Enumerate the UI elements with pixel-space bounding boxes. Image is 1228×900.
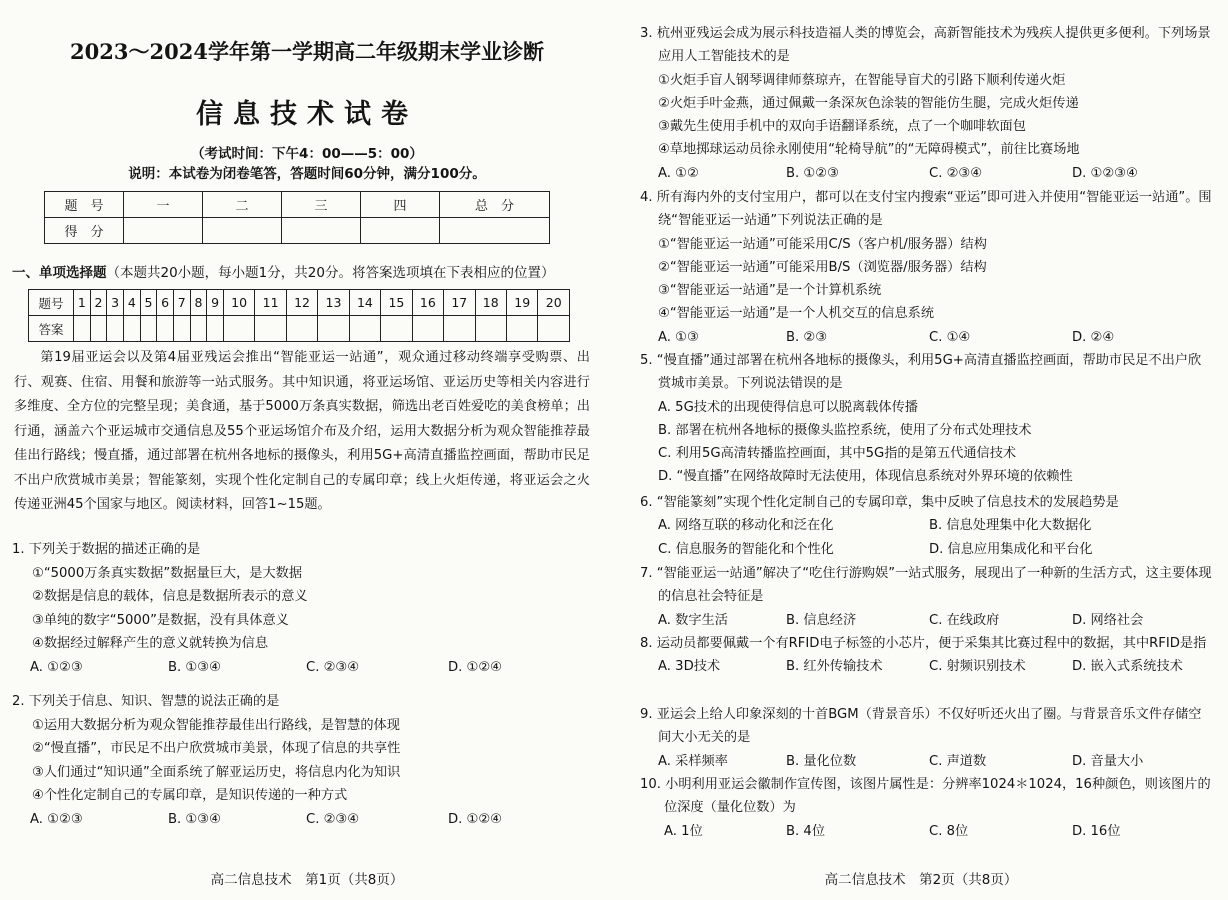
option-a[interactable]: A. ①② bbox=[658, 165, 699, 181]
question-1 bbox=[12, 538, 602, 679]
option-c[interactable]: C. 8位 bbox=[929, 823, 969, 839]
question-item: ①火炬手盲人钢琴调律师蔡琼卉，在智能导盲犬的引路下顺利传递火炬 bbox=[658, 72, 1066, 88]
answer-blank-cell[interactable] bbox=[173, 316, 190, 342]
question-stem: 6. “智能篆刻”实现个性化定制自己的专属印章，集中反映了信息技术的发展趋势是 bbox=[640, 495, 1119, 510]
question-9 bbox=[640, 703, 1214, 773]
question-item: ③单纯的数字“5000”是数据，没有具体意义 bbox=[32, 612, 289, 628]
right-page bbox=[614, 0, 1228, 900]
option-b[interactable]: B. 量化位数 bbox=[786, 753, 857, 769]
question-3 bbox=[640, 22, 1214, 185]
option-d[interactable]: D. 16位 bbox=[1072, 823, 1121, 839]
answer-number-cell: 5 bbox=[140, 290, 157, 316]
question-options bbox=[640, 514, 1214, 537]
score-blank-cell[interactable] bbox=[124, 218, 203, 244]
option-a[interactable]: A. 网络互联的移动化和泛在化 bbox=[658, 518, 834, 534]
exam-header-title: 2023～2024学年第一学期高二年级期末学业诊断 bbox=[70, 39, 544, 64]
answer-number-cell: 4 bbox=[123, 290, 140, 316]
option-b[interactable]: B. 信息处理集中化大数据化 bbox=[929, 518, 1092, 534]
option-c[interactable]: C. 在线政府 bbox=[929, 612, 1000, 628]
section-heading-rest: （本题共20小题，每小题1分，共20分。将答案选项填在下表相应的位置） bbox=[106, 265, 555, 281]
answer-blank-cell[interactable] bbox=[286, 316, 317, 342]
question-5 bbox=[640, 349, 1214, 489]
score-table bbox=[44, 191, 550, 244]
answer-blank-cell[interactable] bbox=[123, 316, 140, 342]
question-stem: 5. “慢直播”通过部署在杭州各地标的摄像头，利用5G+高清直播监控画面，帮助市民足不出户欣赏城市美景。下列说法错误的是 bbox=[640, 353, 1202, 392]
answer-number-cell: 6 bbox=[157, 290, 174, 316]
option-c[interactable]: C. ②③④ bbox=[306, 659, 360, 675]
answer-blank-cell[interactable] bbox=[381, 316, 412, 342]
option-a[interactable]: A. 3D技术 bbox=[658, 659, 721, 675]
score-blank-cell[interactable] bbox=[282, 218, 361, 244]
score-blank-cell[interactable] bbox=[440, 218, 550, 244]
answer-blank-cell[interactable] bbox=[318, 316, 349, 342]
score-table-cell: 总 分 bbox=[440, 192, 550, 218]
section-heading bbox=[12, 261, 554, 281]
question-stem: 3. 杭州亚残运会成为展示科技造福人类的博览会，高新智能技术为残疾人提供更多便利。下列场景应用人工智能技术的是 bbox=[640, 26, 1211, 65]
option-c[interactable]: C. 声道数 bbox=[929, 753, 987, 769]
question-item: ②数据是信息的载体，信息是数据所表示的意义 bbox=[32, 589, 308, 604]
answer-blank-cell[interactable] bbox=[475, 316, 506, 342]
answer-number-cell: 1 bbox=[74, 290, 91, 316]
answer-number-cell: 12 bbox=[286, 290, 317, 316]
question-stem: 4. 所有海内外的支付宝用户，都可以在支付宝内搜索“亚运”即可进入并使用“智能亚运一站通”。围绕“智能亚运一站通”下列说法正确的是 bbox=[640, 190, 1212, 229]
question-options bbox=[12, 656, 602, 680]
answer-blank-cell[interactable] bbox=[444, 316, 475, 342]
question-options bbox=[640, 750, 1214, 773]
answer-blank-cell[interactable] bbox=[90, 316, 107, 342]
question-stem: 1. 下列关于数据的描述正确的是 bbox=[12, 542, 201, 557]
question-item: ③人们通过“知识通”全面系统了解亚运历史，将信息内化为知识 bbox=[32, 764, 401, 780]
option-c[interactable]: C. ②③④ bbox=[929, 165, 983, 181]
option-a[interactable]: A. 5G技术的出现使得信息可以脱离载体传播 bbox=[658, 399, 918, 415]
option-a[interactable]: A. ①③ bbox=[658, 329, 699, 345]
option-a[interactable]: A. 数字生活 bbox=[658, 612, 728, 628]
answer-table bbox=[28, 289, 570, 342]
option-d[interactable]: D. 信息应用集成化和平台化 bbox=[929, 541, 1093, 557]
option-a[interactable]: A. ①②③ bbox=[30, 659, 83, 675]
answer-number-cell: 9 bbox=[207, 290, 224, 316]
answer-number-cell: 15 bbox=[381, 290, 412, 316]
option-d[interactable]: D. 网络社会 bbox=[1072, 612, 1144, 628]
option-d[interactable]: D. ②④ bbox=[1072, 329, 1115, 345]
question-item: ④个性化定制自己的专属印章，是知识传递的一种方式 bbox=[32, 788, 348, 803]
score-table-score-row bbox=[45, 218, 550, 244]
question-options bbox=[640, 609, 1214, 632]
answer-table-number-row bbox=[29, 290, 570, 316]
answer-table-label: 题号 bbox=[29, 290, 74, 316]
score-table-cell: 题 号 bbox=[45, 192, 124, 218]
question-item: ③“智能亚运一站通”是一个计算机系统 bbox=[658, 283, 882, 299]
exam-instructions: 说明：本试卷为闭卷笔答，答题时间60分钟，满分100分。 bbox=[128, 166, 486, 182]
option-c[interactable]: C. 射频识别技术 bbox=[929, 659, 1026, 675]
question-stem: 2. 下列关于信息、知识、智慧的说法正确的是 bbox=[12, 694, 280, 709]
question-options bbox=[640, 820, 1214, 843]
score-table-cell: 得 分 bbox=[45, 218, 124, 244]
option-a[interactable]: A. 采样频率 bbox=[658, 753, 728, 769]
answer-blank-cell[interactable] bbox=[349, 316, 380, 342]
answer-blank-cell[interactable] bbox=[412, 316, 443, 342]
exam-time: （考试时间：下午4：00——5：00） bbox=[191, 146, 423, 162]
score-table-cell: 二 bbox=[203, 192, 282, 218]
option-b[interactable]: B. 4位 bbox=[786, 823, 826, 839]
option-b[interactable]: B. 部署在杭州各地标的摄像头监控系统，使用了分布式处理技术 bbox=[658, 422, 1032, 438]
score-table-header-row bbox=[45, 192, 550, 218]
question-item: ④“智能亚运一站通”是一个人机交互的信息系统 bbox=[658, 306, 935, 322]
score-blank-cell[interactable] bbox=[361, 218, 440, 244]
section-heading-bold: 一、单项选择题 bbox=[12, 265, 107, 281]
answer-number-cell: 18 bbox=[475, 290, 506, 316]
question-item: ②“智能亚运一站通”可能采用B/S（浏览器/服务器）结构 bbox=[658, 259, 987, 275]
option-b[interactable]: B. 信息经济 bbox=[786, 612, 857, 628]
answer-blank-cell[interactable] bbox=[506, 316, 537, 342]
answer-table-label: 答案 bbox=[29, 316, 74, 342]
answer-blank-cell[interactable] bbox=[107, 316, 124, 342]
answer-blank-cell[interactable] bbox=[255, 316, 286, 342]
answer-blank-cell[interactable] bbox=[207, 316, 224, 342]
option-d[interactable]: D. “慢直播”在网络故障时无法使用，体现信息系统对外界环境的依赖性 bbox=[658, 469, 1073, 485]
answer-number-cell: 19 bbox=[506, 290, 537, 316]
option-b[interactable]: B. ①③④ bbox=[168, 811, 221, 827]
answer-number-cell: 10 bbox=[223, 290, 254, 316]
question-4 bbox=[640, 186, 1214, 349]
answer-number-cell: 17 bbox=[444, 290, 475, 316]
question-stem: 10. 小明利用亚运会徽制作宣传图，该图片属性是：分辨率1024＊1024，16种颜色，则该图片的位深度（量化位数）为 bbox=[640, 777, 1211, 816]
answer-blank-cell[interactable] bbox=[74, 316, 91, 342]
option-a[interactable]: A. ①②③ bbox=[30, 811, 83, 827]
answer-blank-cell[interactable] bbox=[190, 316, 207, 342]
answer-blank-cell[interactable] bbox=[538, 316, 570, 342]
answer-number-cell: 14 bbox=[349, 290, 380, 316]
question-item: ①运用大数据分析为观众智能推荐最佳出行路线，是智慧的体现 bbox=[32, 717, 400, 733]
option-c[interactable]: C. ②③④ bbox=[306, 811, 360, 827]
question-2 bbox=[12, 690, 602, 831]
answer-blank-cell[interactable] bbox=[157, 316, 174, 342]
question-10 bbox=[640, 773, 1214, 843]
answer-number-cell: 7 bbox=[173, 290, 190, 316]
answer-table-answer-row bbox=[29, 316, 570, 342]
option-b[interactable]: B. ①③④ bbox=[168, 659, 221, 675]
option-d[interactable]: D. ①②③④ bbox=[1072, 165, 1138, 181]
option-d[interactable]: D. ①②④ bbox=[448, 811, 503, 827]
question-options bbox=[640, 655, 1214, 678]
question-options bbox=[640, 162, 1214, 185]
page-footer: 高二信息技术 第2页（共8页） bbox=[824, 872, 1018, 888]
question-item: ③戴先生使用手机中的双向手语翻译系统，点了一个咖啡软面包 bbox=[658, 119, 1026, 135]
score-table-cell: 四 bbox=[361, 192, 440, 218]
question-item: ④数据经过解释产生的意义就转换为信息 bbox=[32, 636, 269, 651]
answer-number-cell: 13 bbox=[318, 290, 349, 316]
answer-number-cell: 3 bbox=[107, 290, 124, 316]
option-c[interactable]: C. ①④ bbox=[929, 329, 971, 345]
question-stem: 7. “智能亚运一站通”解决了“吃住行游购娱”一站式服务，展现出了一种新的生活方式，这主要体现的信息社会特征是 bbox=[640, 566, 1212, 605]
exam-main-title: 信息技术试卷 bbox=[196, 99, 418, 130]
answer-number-cell: 20 bbox=[538, 290, 570, 316]
question-item: ②火炬手叶金燕，通过佩戴一条深灰色涂装的智能仿生腿，完成火炬传递 bbox=[658, 95, 1079, 111]
score-table-cell: 一 bbox=[124, 192, 203, 218]
answer-number-cell: 16 bbox=[412, 290, 443, 316]
option-c[interactable]: C. 信息服务的智能化和个性化 bbox=[658, 541, 834, 557]
question-options bbox=[640, 538, 1214, 561]
option-d[interactable]: D. 音量大小 bbox=[1072, 753, 1144, 769]
question-stem: 9. 亚运会上给人印象深刻的十首BGM（背景音乐）不仅好听还火出了圈。与背景音乐文件存储空间大小无关的是 bbox=[640, 707, 1202, 746]
answer-number-cell: 2 bbox=[90, 290, 107, 316]
score-blank-cell[interactable] bbox=[203, 218, 282, 244]
question-item: ④草地掷球运动员徐永刚使用“轮椅导航”的“无障碍模式”，前往比赛场地 bbox=[658, 142, 1080, 158]
answer-blank-cell[interactable] bbox=[140, 316, 157, 342]
reading-passage: 第19届亚运会以及第4届亚残运会推出“智能亚运一站通”，观众通过移动终端享受购票、出行、观赛、住宿、用餐和旅游等一站式服务。其中知识通，将亚运场馆、亚运历史等相关内容进行多维度、全方位的完整呈现；美食通，基于5000万条真实数据，筛选出老百姓爱吃的美食榜单；出行通，涵盖六个亚运城市交通信息及55个亚运场馆介布及介绍，运用大数据分析为观众智能推荐最佳出行路线；慢直播，通过部署在杭州各地标的摄像头，利用5G+高清直播监控画面，帮助市民足不出户欣赏城市美景；智能篆刻，实现个性化定制自己的专属印章；线上火炬传递，将亚运会之火传递亚洲45个国家与地区。阅读材料，回答1~15题。 bbox=[14, 350, 590, 512]
answer-blank-cell[interactable] bbox=[223, 316, 254, 342]
option-d[interactable]: D. ①②④ bbox=[448, 659, 503, 675]
question-options bbox=[12, 808, 602, 832]
question-6 bbox=[640, 491, 1214, 561]
question-8 bbox=[640, 632, 1214, 679]
option-d[interactable]: D. 嵌入式系统技术 bbox=[1072, 659, 1183, 675]
option-b[interactable]: B. 红外传输技术 bbox=[786, 659, 883, 675]
option-c[interactable]: C. 利用5G高清转播监控画面，其中5G指的是第五代通信技术 bbox=[658, 446, 1017, 462]
question-item: ②“慢直播”，市民足不出户欣赏城市美景，体现了信息的共享性 bbox=[32, 741, 401, 756]
option-a[interactable]: A. 1位 bbox=[664, 823, 703, 839]
question-options bbox=[640, 326, 1214, 349]
page-footer: 高二信息技术 第1页（共8页） bbox=[210, 872, 404, 888]
question-7 bbox=[640, 562, 1214, 632]
answer-number-cell: 11 bbox=[255, 290, 286, 316]
option-b[interactable]: B. ②③ bbox=[786, 329, 828, 345]
question-stem: 8. 运动员都要佩戴一个有RFID电子标签的小芯片，便于采集其比赛过程中的数据，其中RFID是指 bbox=[640, 636, 1207, 651]
question-item: ①“5000万条真实数据”数据量巨大，是大数据 bbox=[32, 565, 303, 581]
option-b[interactable]: B. ①②③ bbox=[786, 165, 839, 181]
score-table-cell: 三 bbox=[282, 192, 361, 218]
answer-number-cell: 8 bbox=[190, 290, 207, 316]
question-item: ①“智能亚运一站通”可能采用C/S（客户机/服务器）结构 bbox=[658, 236, 987, 252]
